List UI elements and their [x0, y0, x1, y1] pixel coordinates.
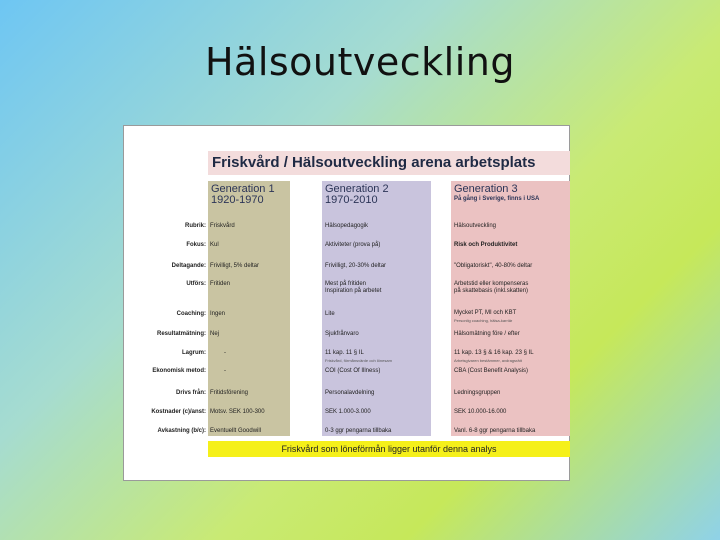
- table-title: Friskvård / Hälsoutveckling arena arbetsplats: [208, 151, 570, 175]
- row-label: Coaching:: [176, 311, 206, 317]
- g2-cell: Hälsopedagogik: [325, 223, 369, 229]
- g3-cell: Risk och Produktivitet: [454, 242, 518, 248]
- g3-cell: SEK 10.000-16.000: [454, 409, 507, 415]
- g3-cell: Mycket PT, MI och KBT: [454, 310, 517, 316]
- generation-3-column: [451, 181, 570, 436]
- generation-2-column: [322, 181, 431, 436]
- generation-3-name: Generation 3: [454, 183, 518, 195]
- g3-cell: "Obligatoriskt", 40-80% deltar: [454, 263, 533, 269]
- slide-title: Hälsoutveckling: [204, 40, 516, 84]
- g3-cell: CBA (Cost Benefit Analysis): [454, 368, 529, 374]
- footer-note: Friskvård som löneförmån ligger utanför denna analys: [208, 441, 570, 457]
- row-label: Drivs från:: [175, 390, 206, 396]
- g1-cell: -: [224, 350, 226, 356]
- g1-cell: Ingen: [210, 311, 226, 317]
- g2-note: Friskvård, förmånsvärde och lönesam: [325, 358, 392, 363]
- row-label: Fokus:: [186, 242, 206, 248]
- g3-cell: Ledningsgruppen: [454, 390, 501, 396]
- g1-cell: Motsv. SEK 100-300: [210, 409, 265, 415]
- row-label: Resultatmätning:: [156, 331, 206, 337]
- generation-2-header: [325, 184, 389, 206]
- g1-cell: Kul: [210, 242, 219, 248]
- g3-cell: Hälsomätning före / efter: [454, 331, 520, 337]
- row-label: Utförs:: [186, 281, 206, 287]
- g3-cell: Hälsoutveckling: [454, 223, 497, 229]
- g1-cell: Nej: [210, 331, 220, 337]
- g2-cell: Personalavdelning: [325, 390, 375, 396]
- generation-1-column: [208, 181, 290, 436]
- g2-cell: Mest på fritiden Inspiration på arbetet: [325, 281, 382, 294]
- g1-cell: -: [224, 368, 226, 374]
- g1-cell: Fritidsförening: [210, 390, 249, 396]
- g1-cell: Eventuellt Goodwill: [210, 428, 262, 434]
- row-label: Kostnader (c)/anst:: [151, 409, 206, 415]
- row-label: Rubrik:: [185, 223, 206, 229]
- g3-cell: 11 kap. 13 § & 16 kap. 23 § IL: [454, 350, 534, 356]
- generation-1-name: Generation 1: [211, 183, 275, 195]
- g3-note: Personlig coaching, hälsa-karriär: [454, 318, 513, 323]
- row-label: Avkastning (b/c):: [157, 428, 206, 434]
- g2-cell: 0-3 ggr pengarna tillbaka: [325, 428, 392, 434]
- row-label: Deltagande:: [171, 263, 206, 269]
- generation-3-header: [454, 184, 539, 203]
- g2-cell: Aktiviteter (prova på): [325, 242, 381, 248]
- g1-cell: Friskvård: [210, 223, 235, 229]
- g1-cell: Fritiden: [210, 281, 231, 287]
- generation-3-subtitle: På gång i Sverige, finns i USA: [454, 196, 540, 202]
- g3-cell: Arbetstid eller kompenseras på skattebasis (inkl.skatten): [454, 281, 529, 294]
- generation-2-years: 1970-2010: [325, 194, 378, 206]
- g3-note: Arbetsgivaren bestämmer, avdragsrätt: [454, 358, 522, 363]
- table-image: [123, 125, 570, 481]
- row-label: Lagrum:: [182, 350, 206, 356]
- g2-cell: Sjukfrånvaro: [325, 331, 359, 337]
- g3-cell: Vanl. 6-8 ggr pengarna tillbaka: [454, 428, 536, 434]
- g2-cell: Frivilligt, 20-30% deltar: [325, 263, 387, 269]
- g2-cell: COI (Cost Of Illness): [325, 368, 381, 374]
- g2-cell: Lite: [325, 311, 335, 317]
- generation-2-name: Generation 2: [325, 183, 389, 195]
- generation-1-header: [211, 184, 275, 206]
- g2-cell: 11 kap. 11 § IL: [325, 350, 364, 356]
- generation-1-years: 1920-1970: [211, 194, 264, 206]
- row-label: Ekonomisk metod:: [152, 368, 206, 374]
- g1-cell: Frivilligt, 5% deltar: [210, 263, 260, 269]
- g2-cell: SEK 1.000-3.000: [325, 409, 371, 415]
